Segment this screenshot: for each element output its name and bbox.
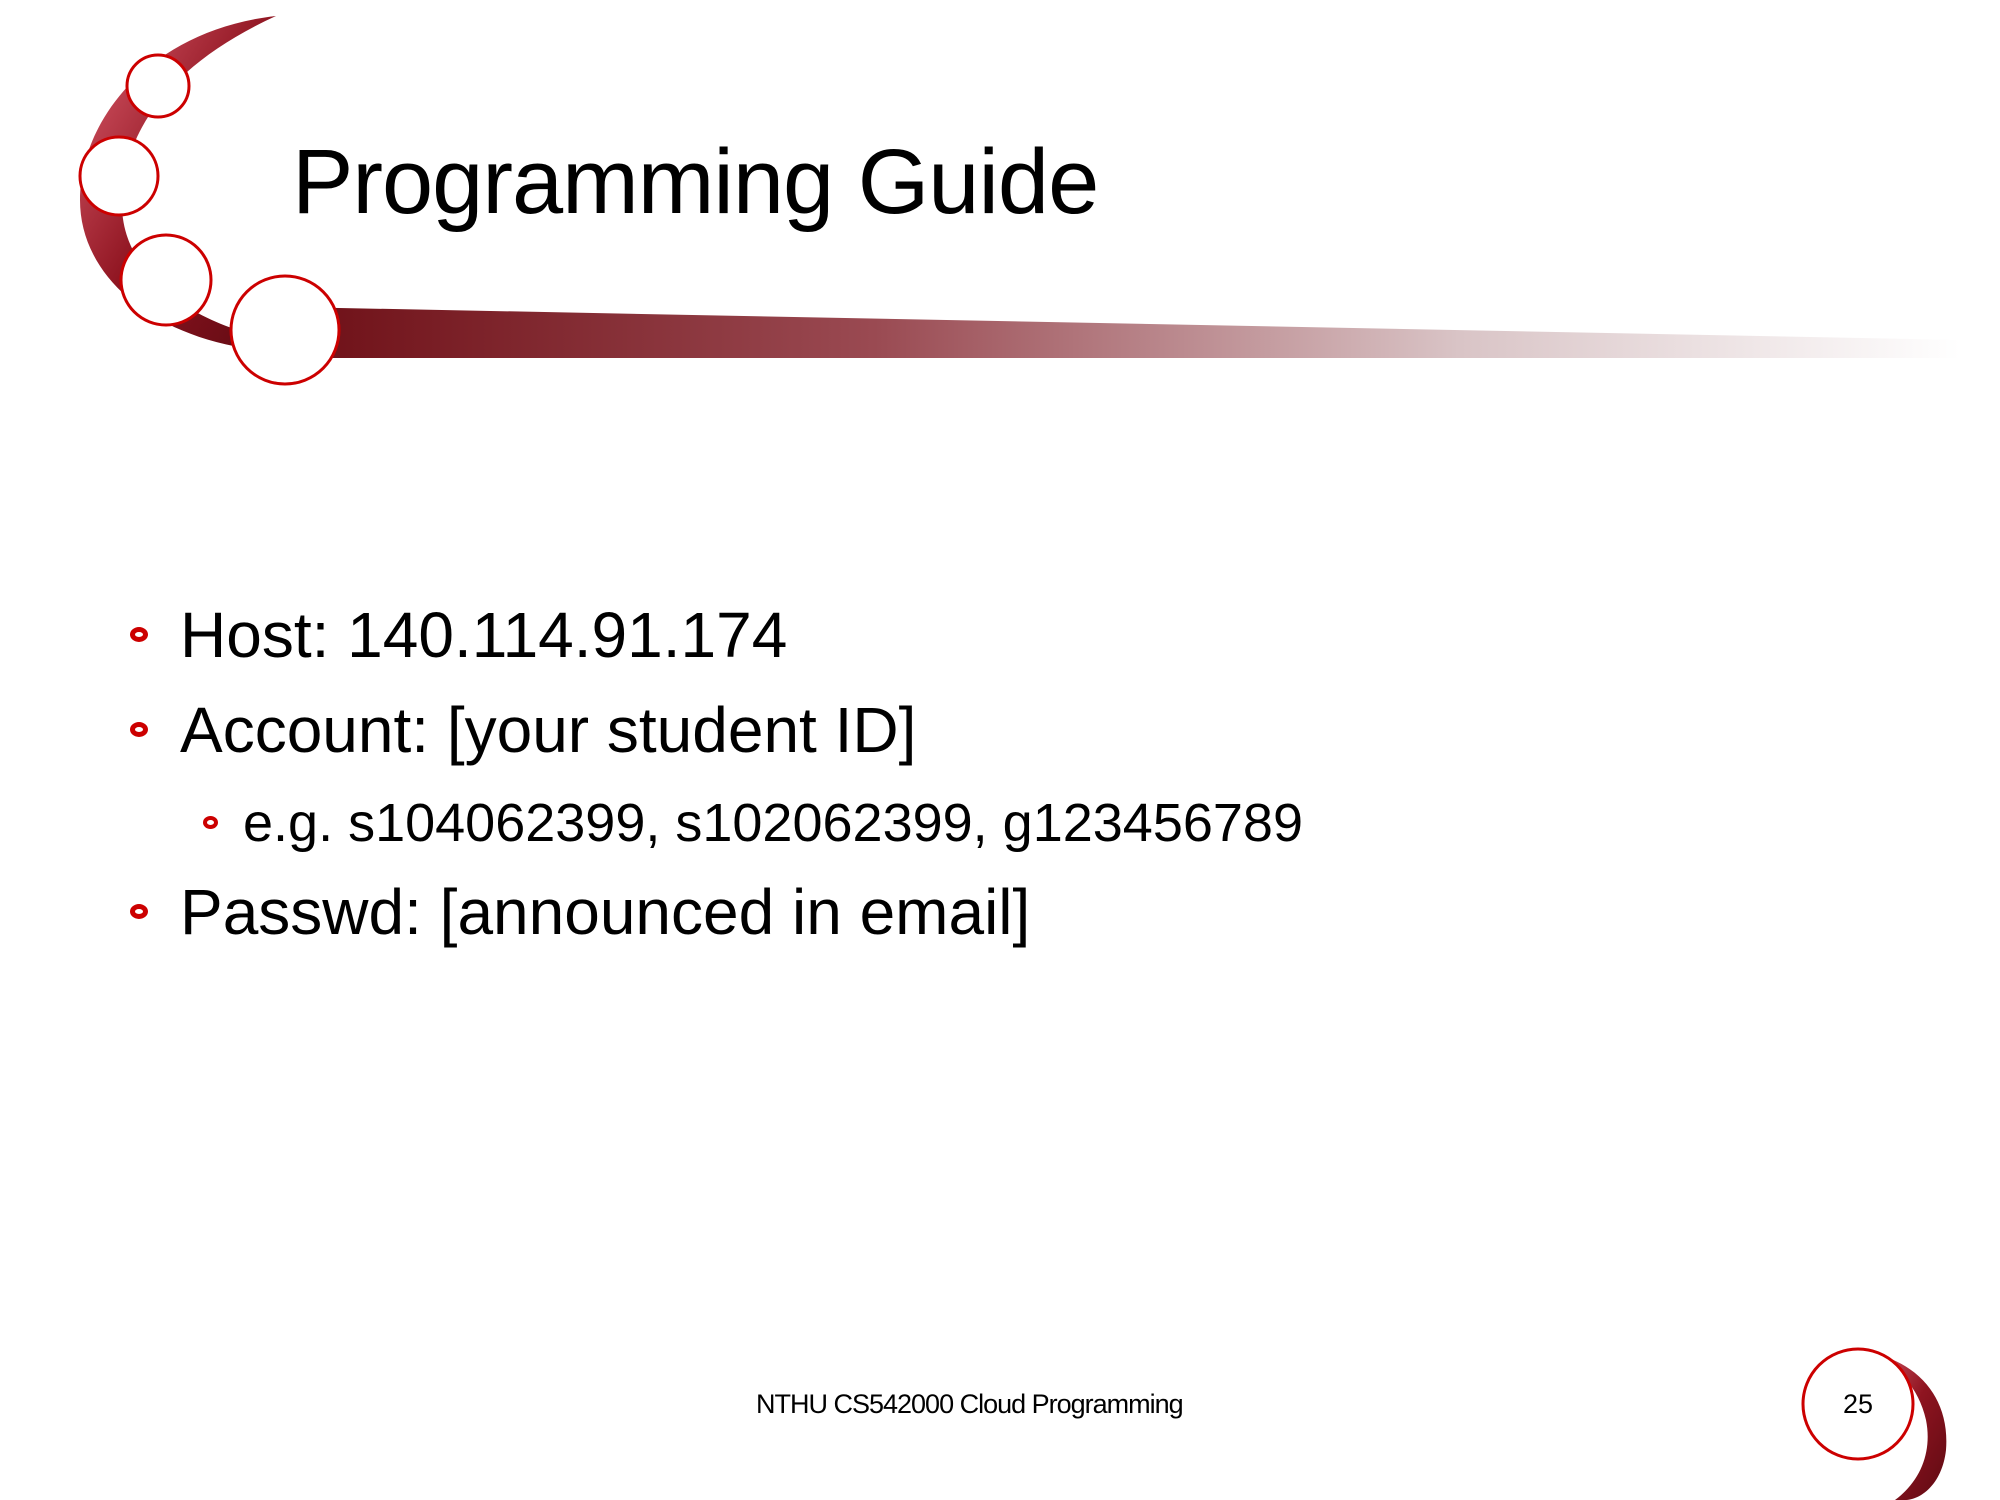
bullet-text: Passwd: [announced in email]	[180, 876, 1031, 948]
bullet-marker-icon	[130, 627, 148, 642]
bullet-marker-icon	[130, 904, 148, 919]
bullet-text: Host: 140.114.91.174	[180, 599, 788, 671]
slide-footer: NTHU CS542000 Cloud Programming	[756, 1389, 1183, 1419]
bullet-host	[180, 599, 788, 671]
bullet-text: Account: [your student ID]	[180, 694, 917, 766]
bullet-account	[180, 694, 917, 766]
bullet-marker-icon	[130, 722, 148, 737]
bullet-account-example	[243, 793, 1303, 853]
page-number: 25	[1842, 1389, 1874, 1419]
slide-title: Programming Guide	[292, 131, 1099, 233]
sub-bullet-marker-icon	[203, 816, 218, 829]
bullet-text: e.g. s104062399, s102062399, g123456789	[243, 793, 1303, 853]
bullet-password	[180, 876, 1031, 948]
